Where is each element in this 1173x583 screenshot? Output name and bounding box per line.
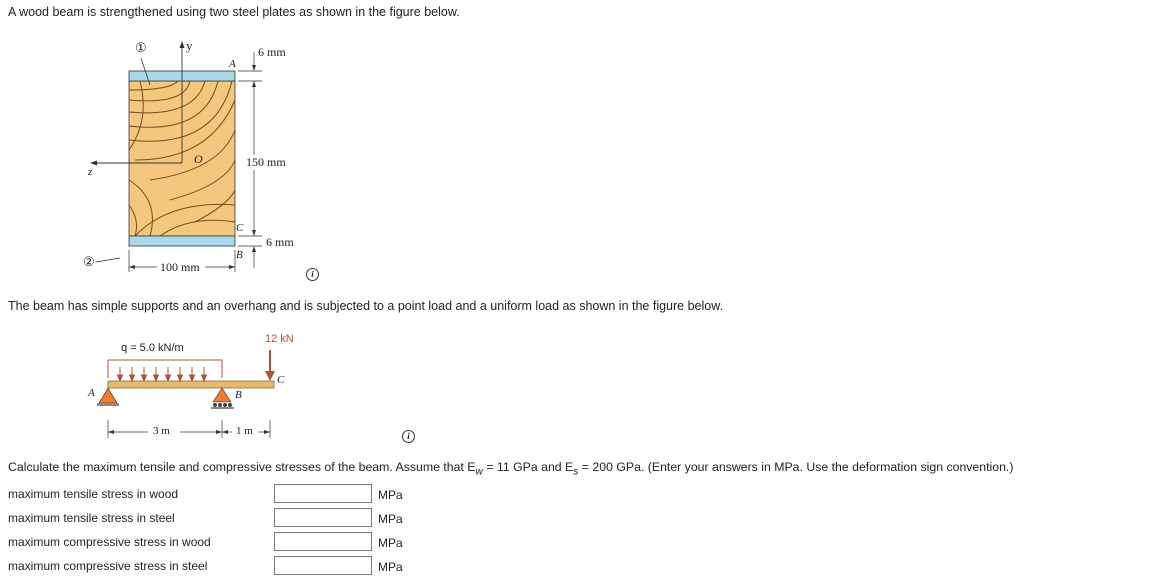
- info-icon[interactable]: i: [306, 268, 319, 281]
- point-load-label: 12 kN: [265, 333, 294, 345]
- beam: [108, 381, 274, 388]
- answer-label-compressive-steel: maximum compressive stress in steel: [8, 559, 208, 573]
- dim-width: 100 mm: [160, 260, 200, 274]
- answer-input-compressive-steel[interactable]: [274, 556, 372, 575]
- label-circle-1: ①: [135, 40, 147, 55]
- point-a-label: A: [229, 58, 236, 70]
- answer-input-tensile-steel[interactable]: [274, 508, 372, 527]
- beam-point-a: A: [88, 387, 95, 399]
- answer-input-compressive-wood[interactable]: [274, 532, 372, 551]
- label-circle-2: ②: [83, 254, 95, 269]
- intro-text: A wood beam is strengthened using two steel plates as shown in the figure below.: [8, 5, 460, 19]
- loading-text: The beam has simple supports and an overhang and is subjected to a point load and a uniform load as shown in the figure below.: [8, 299, 724, 313]
- info-icon[interactable]: i: [402, 430, 415, 443]
- support-a: [99, 388, 117, 403]
- answer-label-compressive-wood: maximum compressive stress in wood: [8, 535, 211, 549]
- dim-bottom-plate: 6 mm: [266, 235, 294, 249]
- point-b-label: B: [236, 249, 243, 261]
- unit-mpa: MPa: [378, 560, 403, 574]
- unit-mpa: MPa: [378, 536, 403, 550]
- dim-height: 150 mm: [246, 155, 286, 169]
- beam-point-c: C: [277, 374, 285, 386]
- support-b: [213, 388, 231, 402]
- question-text: Calculate the maximum tensile and compressive stresses of the beam. Assume that $E_w = 11$ GPa and $E_s = 200$ GPa. (Enter your answers in MPa. Use the deformation sign convention.): [8, 460, 1014, 478]
- point-o-label: O: [194, 152, 203, 166]
- unit-mpa: MPa: [378, 488, 403, 502]
- span-1-label: 3 m: [153, 425, 170, 437]
- answer-input-tensile-wood[interactable]: [274, 484, 372, 503]
- answer-label-tensile-wood: maximum tensile stress in wood: [8, 487, 179, 501]
- point-c-label: C: [236, 222, 244, 234]
- unit-mpa: MPa: [378, 512, 403, 526]
- answer-label-tensile-steel: maximum tensile stress in steel: [8, 511, 175, 525]
- distributed-load-arrows: [118, 367, 207, 381]
- z-axis-label: z: [88, 166, 93, 178]
- point-load-arrow: [265, 371, 275, 381]
- q-load-label: q = 5.0 kN/m: [121, 342, 184, 354]
- dim-top-plate: 6 mm: [258, 45, 286, 59]
- y-axis-label: y: [186, 38, 193, 53]
- span-2-label: 1 m: [236, 425, 253, 437]
- beam-point-b: B: [235, 389, 242, 401]
